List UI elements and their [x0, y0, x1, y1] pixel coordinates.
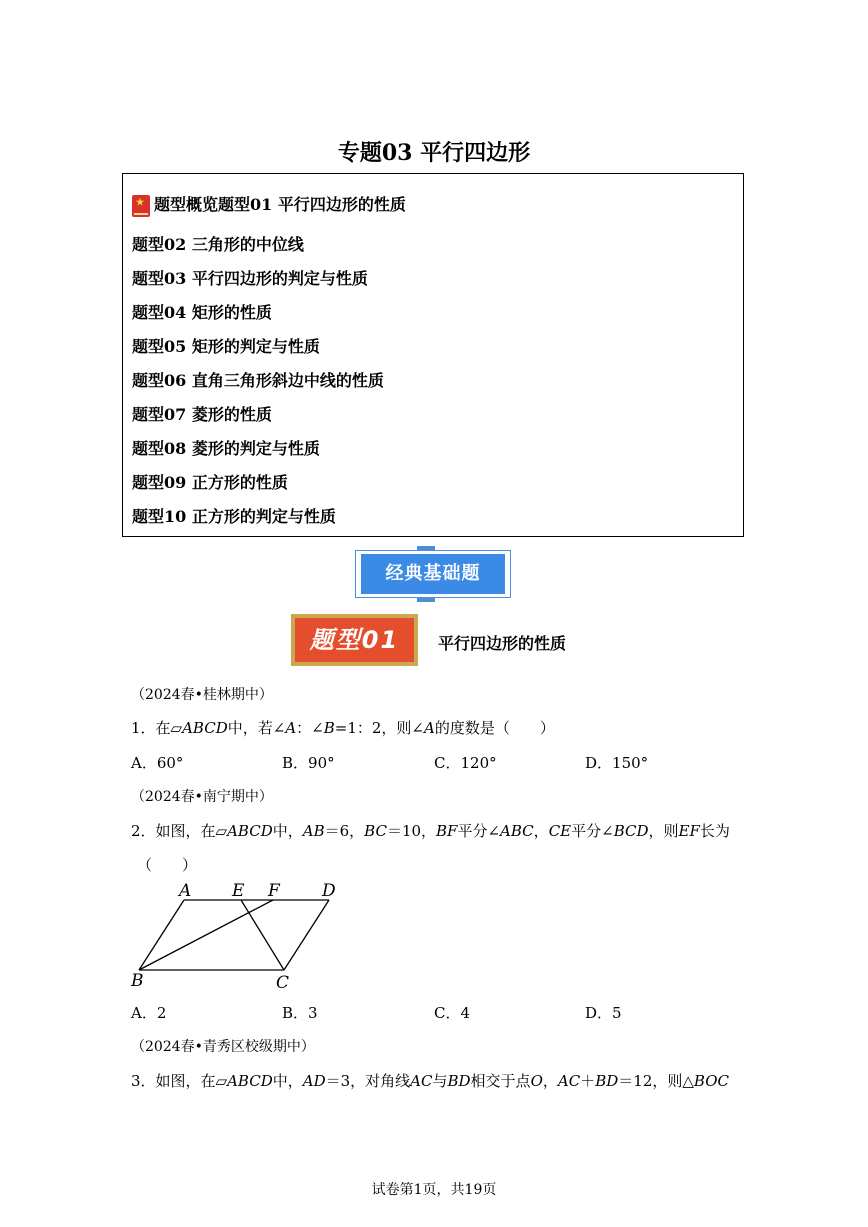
- segment-ce: [241, 900, 284, 970]
- label-c: C: [276, 973, 290, 993]
- toc-item: 题型09 正方形的性质: [132, 473, 288, 492]
- label-d: D: [322, 881, 336, 901]
- banner-label: 经典基础题: [361, 554, 505, 594]
- label-f: F: [268, 881, 280, 901]
- section-banner: [355, 546, 515, 602]
- edge-cd: [284, 900, 329, 970]
- question-type-tag: 题型01: [291, 614, 418, 666]
- page-footer: 试卷第1页，共19页: [371, 1182, 497, 1198]
- option-a: A．60°: [131, 754, 184, 772]
- question-source: （2024春•桂林期中）: [131, 687, 273, 703]
- section-topic: 平行四边形的性质: [438, 634, 567, 653]
- question-stem: 1．在▱ABCD中，若∠A：∠B=1：2，则∠A的度数是（ ）: [131, 719, 555, 737]
- toc-item: 题型08 菱形的判定与性质: [132, 439, 320, 458]
- segment-bf: [139, 900, 273, 970]
- option-c: C．120°: [434, 754, 497, 772]
- toc-item: 题型05 矩形的判定与性质: [132, 337, 320, 356]
- option-c: C．4: [434, 1004, 471, 1022]
- parallelogram-figure: [125, 878, 355, 994]
- label-a: A: [179, 881, 192, 901]
- question-stem: 3．如图，在▱ABCD中，AD＝3，对角线AC与BD相交于点O，AC＋BD＝12，则△BOC: [131, 1072, 729, 1090]
- question-source: （2024春•青秀区校级期中）: [131, 1039, 315, 1055]
- toc-item: 题型04 矩形的性质: [132, 303, 272, 322]
- toc-item: 题型02 三角形的中位线: [132, 235, 304, 254]
- toc-item: 题型10 正方形的判定与性质: [132, 507, 336, 526]
- question-stem-cont: （ ）: [137, 856, 198, 874]
- page-title: 专题03 平行四边形: [337, 140, 531, 166]
- toc-item: 题型06 直角三角形斜边中线的性质: [132, 371, 384, 390]
- question-source: （2024春•南宁期中）: [131, 789, 273, 805]
- option-b: B．3: [282, 1004, 318, 1022]
- option-d: D．150°: [585, 754, 649, 772]
- toc-box: [122, 173, 744, 537]
- toc-item: ★题型概览题型01 平行四边形的性质: [132, 192, 406, 217]
- option-b: B．90°: [282, 754, 335, 772]
- book-icon: [132, 195, 150, 217]
- option-a: A．2: [131, 1004, 167, 1022]
- label-b: B: [131, 971, 144, 991]
- toc-item: 题型07 菱形的性质: [132, 405, 272, 424]
- edge-ab: [139, 900, 184, 970]
- toc-item: 题型03 平行四边形的判定与性质: [132, 269, 368, 288]
- question-stem: 2．如图，在▱ABCD中，AB＝6，BC＝10，BF平分∠ABC，CE平分∠BCD，则EF长为: [131, 822, 730, 840]
- option-d: D．5: [585, 1004, 622, 1022]
- label-e: E: [232, 881, 245, 901]
